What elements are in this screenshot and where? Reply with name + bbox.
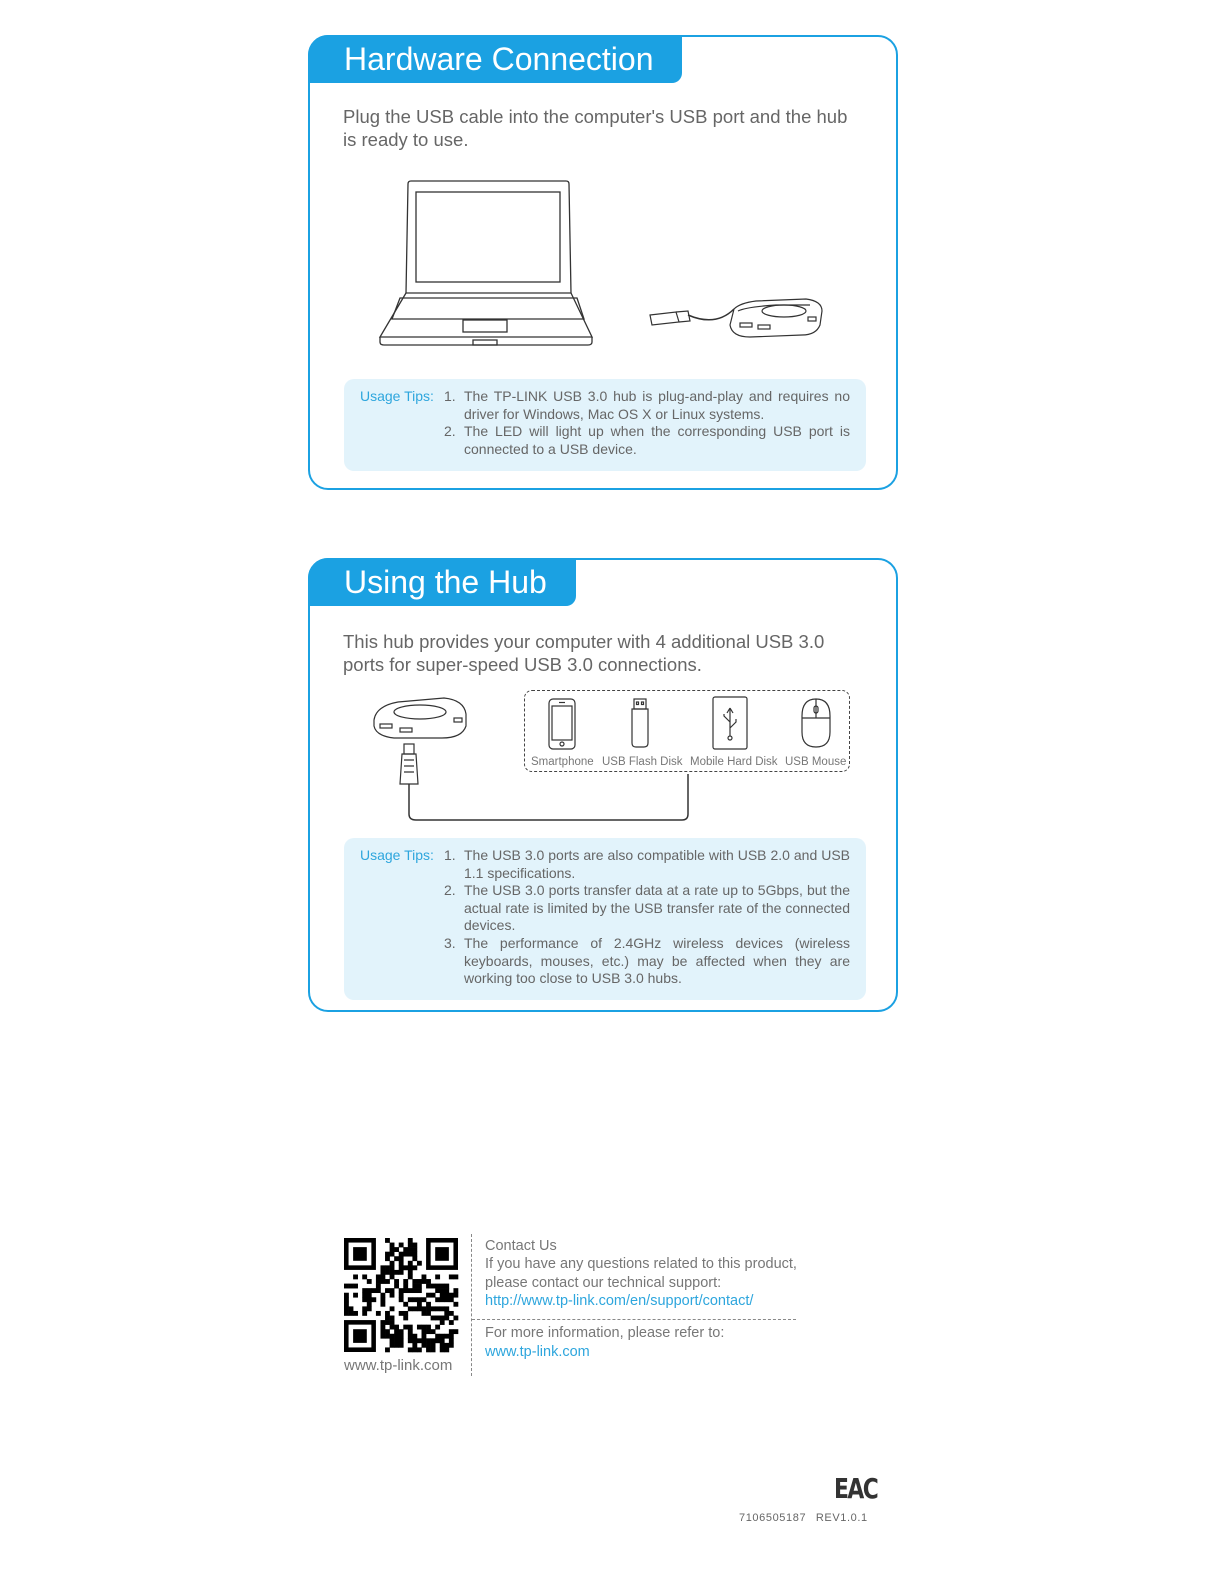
tip-text: The LED will light up when the corresponding USB port is connected to a USB device.: [464, 423, 850, 457]
usage-tips-label: Usage Tips:: [360, 388, 434, 404]
support-url-link[interactable]: http://www.tp-link.com/en/support/contact/: [485, 1293, 754, 1309]
laptop-illustration: [378, 180, 594, 348]
qr-code-icon: [344, 1238, 458, 1352]
tip-number: 3.: [444, 934, 456, 951]
eac-mark: EAC: [834, 1472, 878, 1505]
website-link[interactable]: www.tp-link.com: [485, 1344, 590, 1360]
hardware-intro: Plug the USB cable into the computer's USB port and the hub is ready to use.: [343, 106, 848, 150]
revision-label: REV1.0.1: [815, 1512, 868, 1524]
contact-vertical-divider: [471, 1234, 472, 1376]
usb-flash-disk-icon: [630, 698, 650, 748]
tip-item: [444, 847, 850, 882]
tip-item: [444, 935, 850, 988]
using-the-hub-panel: [308, 558, 898, 1012]
hardware-usage-tips: [344, 379, 866, 471]
product-code: [739, 1512, 868, 1524]
using-usage-tips: [344, 838, 866, 1000]
tip-item: [444, 388, 850, 423]
device-label-smartphone: Smartphone: [531, 756, 594, 768]
tip-text: The TP-LINK USB 3.0 hub is plug-and-play and requires no driver for Windows, Mac OS X or Linux systems.: [464, 388, 850, 422]
smartphone-icon: [548, 698, 576, 750]
contact-horizontal-divider: [472, 1319, 796, 1320]
hardware-connection-title: Hardware Connection: [308, 35, 682, 83]
tip-text: The USB 3.0 ports transfer data at a rate up to 5Gbps, but the actual rate is limited by the USB transfer rate of the connected devices.: [464, 882, 850, 934]
using-intro: This hub provides your computer with 4 additional USB 3.0 ports for super-speed USB 3.0 connections.: [343, 631, 825, 675]
contact-line-2: please contact our technical support:: [485, 1275, 722, 1291]
qr-caption: www.tp-link.com: [344, 1357, 453, 1374]
tip-item: [444, 882, 850, 935]
tip-number: 1.: [444, 388, 456, 404]
device-label-usb-flash-disk: USB Flash Disk: [602, 756, 683, 768]
device-label-usb-mouse: USB Mouse: [785, 756, 847, 768]
usb-hub-illustration: [646, 297, 826, 343]
product-code-number: 7106505187: [739, 1512, 807, 1524]
tip-number: 1.: [444, 847, 456, 863]
contact-us-heading: Contact Us: [485, 1238, 557, 1254]
tip-number: 2.: [444, 882, 456, 899]
usb-mouse-icon: [801, 698, 831, 748]
contact-line-1: If you have any questions related to this product,: [485, 1256, 797, 1272]
tip-number: 2.: [444, 423, 456, 440]
using-the-hub-title: Using the Hub: [308, 558, 576, 606]
tip-item: [444, 423, 850, 458]
tip-text: The performance of 2.4GHz wireless devices (wireless keyboards, mouses, etc.) may be affected when they are working too close to USB 3.0 hubs.: [464, 934, 850, 987]
hardware-connection-panel: [308, 35, 898, 490]
usage-tips-label: Usage Tips:: [360, 847, 434, 863]
mobile-hard-disk-icon: [712, 696, 748, 750]
tip-text: The USB 3.0 ports are also compatible with USB 2.0 and USB 1.1 specifications.: [464, 847, 850, 881]
device-label-mobile-hard-disk: Mobile Hard Disk: [690, 756, 778, 768]
more-info-text: For more information, please refer to:: [485, 1325, 725, 1341]
